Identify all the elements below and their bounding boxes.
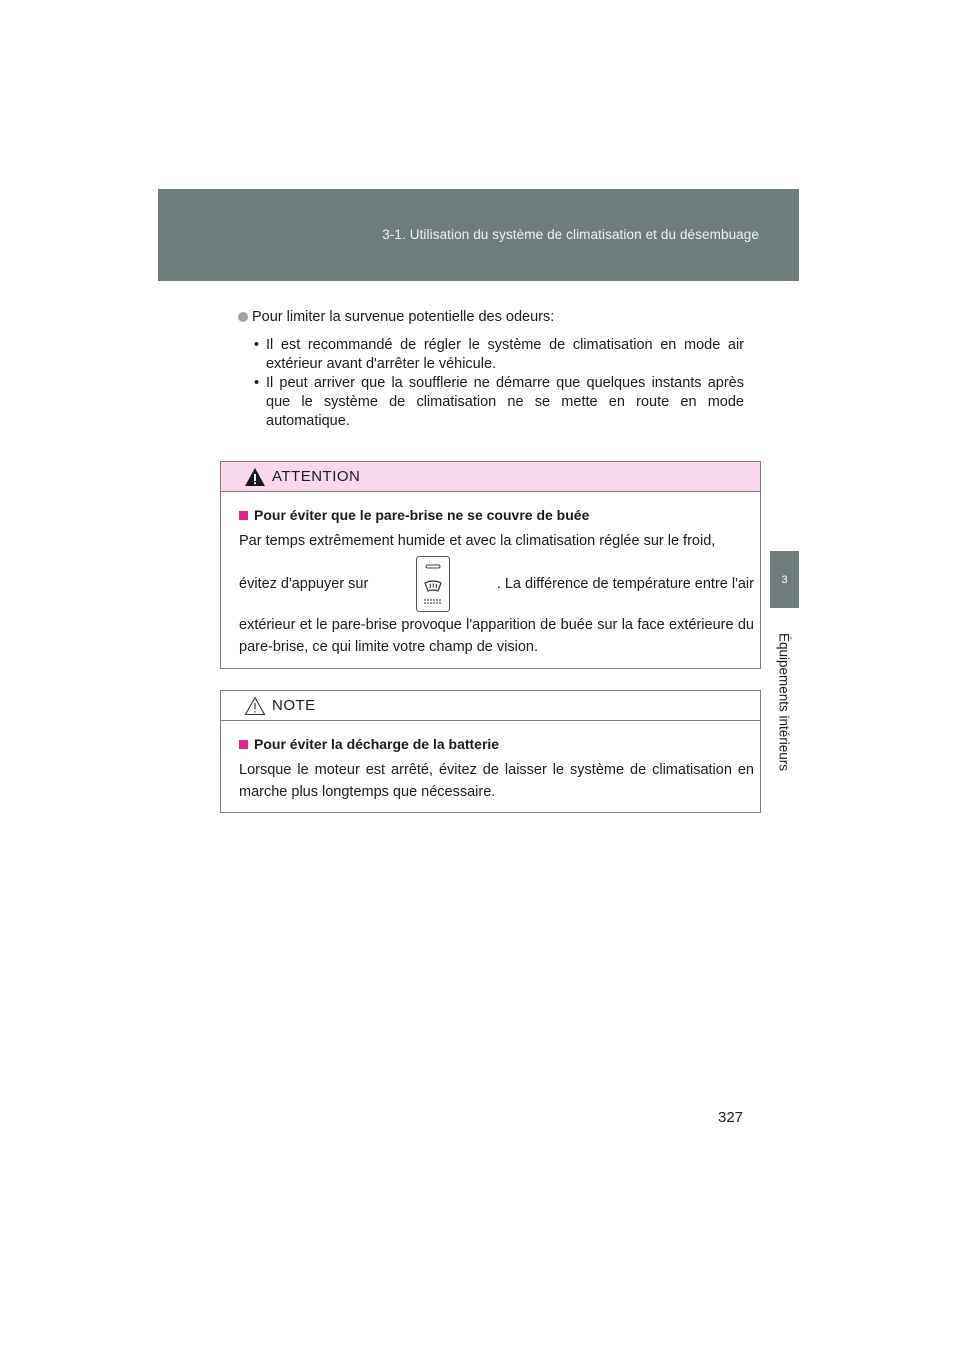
note-header [221,691,760,721]
warning-triangle-icon [244,467,266,487]
attention-subtitle: Pour éviter que le pare-brise ne se couvre de buée [239,504,754,526]
caution-triangle-icon [244,696,266,716]
attention-line-2-right: . La différence de température entre l'air [496,576,754,592]
intro-section [238,308,744,431]
note-text: Lorsque le moteur est arrêté, évitez de laisser le système de climatisation en marche plus longtemps que nécessaire. [239,762,754,800]
page-number: 327 [718,1109,744,1126]
attention-label: ATTENTION [272,468,361,485]
square-bullet-icon [239,740,248,749]
intro-bullets [238,336,744,431]
attention-line-2-left: évitez d'appuyer sur [239,576,369,592]
attention-line-2 [239,556,754,612]
attention-header [221,462,760,492]
list-item: • Il est recommandé de régler le système de climatisation en mode air extérieur avant d'arrêter le véhicule. [254,337,744,372]
chapter-label: Équipements intérieurs [776,632,792,772]
note-label: NOTE [272,697,316,714]
intro-lead-text: Pour limiter la survenue potentielle des odeurs: [252,309,555,325]
section-title: 3-1. Utilisation du système de climatisation et du désembuage [382,227,759,242]
note-body [221,721,760,817]
chapter-tab [770,551,799,608]
note-box [220,690,761,813]
intro-lead [238,308,744,327]
list-item: • Il peut arriver que la soufflerie ne démarre que quelques instants après que le système de climatisation ne se mette en route en mode automatique. [254,375,744,429]
bullet-dot-icon [238,312,248,322]
attention-line-3: extérieur et le pare-brise provoque l'apparition de buée sur la face extérieure du pare-brise, ce qui limite votre champ de vision. [239,617,754,655]
attention-body [221,492,760,672]
attention-line-1: Par temps extrêmement humide et avec la climatisation réglée sur le froid, [239,533,716,549]
attention-box [220,461,761,669]
chapter-number: 3 [781,573,788,586]
front-defogger-button-icon [416,556,450,612]
note-subtitle: Pour éviter la décharge de la batterie [239,733,754,755]
square-bullet-icon [239,511,248,520]
chapter-header [158,189,799,281]
